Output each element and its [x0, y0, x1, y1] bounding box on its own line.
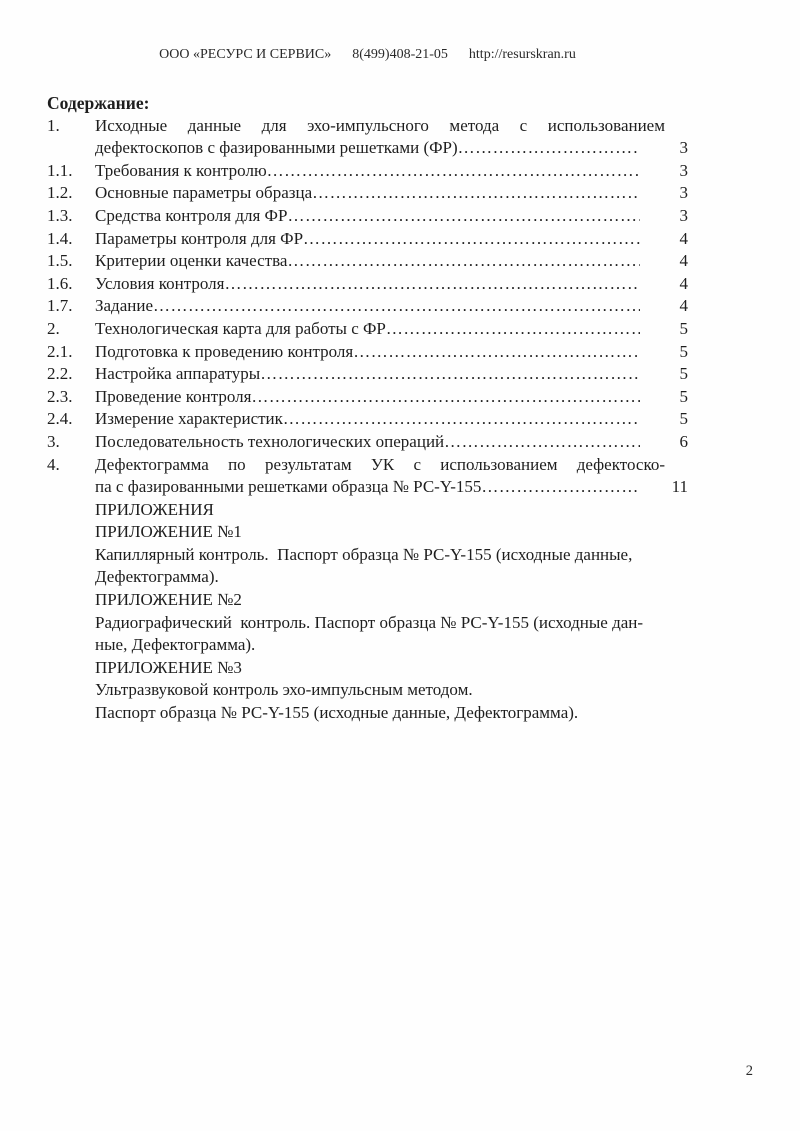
toc-entry-title: Условия контроля [95, 273, 225, 293]
toc-page-number: 3 [679, 160, 688, 180]
toc-entry-1-6 [47, 273, 688, 296]
appendix-1-text-line: Капиллярный контроль. Паспорт образца № РС-Y-155 (исходные данные, [95, 544, 633, 564]
toc-entry-2-1 [47, 341, 688, 364]
toc-entry-title: Проведение контроля [95, 386, 252, 406]
toc-page-number: 5 [679, 364, 688, 384]
toc-entry-1-3 [47, 205, 688, 228]
toc-page-number: 5 [679, 386, 688, 406]
toc-entry-title: Последовательность технологических операций [95, 431, 445, 451]
toc-entry-number: 2.4. [47, 409, 73, 429]
toc-entry-1-4 [47, 228, 688, 251]
toc-entry-number: 1.4. [47, 228, 73, 248]
appendix-3-text-line: Паспорт образца № РС-Y-155 (исходные данные, Дефектограмма). [95, 703, 579, 723]
toc-entry-4 [47, 454, 688, 499]
page-content [47, 46, 753, 725]
toc-entry-1-7 [47, 295, 688, 318]
toc-entry-title: Основные параметры образца [95, 183, 313, 203]
header-website-url: http://resurskran.ru [468, 47, 576, 62]
toc-entry-title: Технологическая карта для работы с ФР [95, 318, 386, 338]
dot-leader [303, 228, 640, 251]
header-company-name: ООО «РЕСУРС И СЕРВИС» [159, 47, 332, 62]
toc-entry-2-2 [47, 363, 688, 386]
appendix-2-text-line: ные, Дефектограмма). [95, 635, 256, 655]
toc-page-number: 3 [679, 183, 688, 203]
toc-entry-number: 1.2. [47, 183, 73, 203]
dot-leader [444, 431, 640, 454]
toc-entry-3 [47, 431, 688, 454]
toc-entry-1-1 [47, 160, 688, 183]
dot-leader [287, 250, 640, 273]
dot-leader [353, 341, 640, 364]
toc-page-number: 6 [679, 431, 688, 451]
toc-entry-line1: Дефектограмма по результатам УК с использованием дефектоско- [95, 454, 665, 474]
toc-entry-title: Подготовка к проведению контроля [95, 341, 354, 361]
toc-page-number: 3 [679, 205, 688, 225]
toc-entry-title: Настройка аппаратуры [95, 364, 261, 384]
toc-entry-number: 2. [47, 318, 60, 338]
toc-page-number: 4 [679, 273, 688, 293]
appendix-2-heading: ПРИЛОЖЕНИЕ №2 [95, 590, 242, 610]
dot-leader [458, 137, 640, 160]
toc-page-number: 4 [679, 251, 688, 271]
toc-page-number: 4 [679, 296, 688, 316]
appendices-section [95, 499, 735, 725]
toc-entry-1-2 [47, 182, 688, 205]
toc-entry-number: 3. [47, 431, 60, 451]
toc-entry-number: 2.1. [47, 341, 73, 361]
dot-leader [260, 363, 640, 386]
toc-entry-number: 1.1. [47, 160, 73, 180]
toc-entry-number: 1. [47, 115, 60, 135]
toc-page-number: 5 [679, 318, 688, 338]
toc-entry-title: Критерии оценки качества [95, 251, 288, 271]
appendix-2-text-line: Радиографический контроль. Паспорт образца № РС-Y-155 (исходные дан- [95, 612, 644, 632]
dot-leader [267, 160, 640, 183]
toc-entry-1 [47, 115, 688, 160]
dot-leader [312, 182, 640, 205]
toc-page-number: 5 [679, 409, 688, 429]
toc-entry-number: 1.7. [47, 296, 73, 316]
toc-entry-title: Средства контроля для ФР [95, 205, 288, 225]
header-phone: 8(499)408-21-05 [352, 47, 448, 62]
toc-page-number: 4 [679, 228, 688, 248]
toc-page-number: 3 [679, 138, 688, 158]
appendices-heading: ПРИЛОЖЕНИЯ [95, 499, 214, 519]
dot-leader [153, 295, 640, 318]
toc-entry-title: дефектоскопов с фазированными решетками (ФР) [95, 138, 458, 158]
page-header [47, 46, 688, 64]
toc-entry-number: 1.5. [47, 251, 73, 271]
dot-leader [481, 476, 640, 499]
toc-entry-1-5 [47, 250, 688, 273]
toc-entry-title: Параметры контроля для ФР [95, 228, 304, 248]
toc-entry-2 [47, 318, 688, 341]
toc-entry-title: Измерение характеристик [95, 409, 283, 429]
toc-entry-number: 4. [47, 454, 60, 474]
toc-entry-title: па с фазированными решетками образца № РС-Y-155 [95, 477, 482, 497]
toc-entry-title: Задание [95, 296, 153, 316]
appendix-3-text-line: Ультразвуковой контроль эхо-импульсным методом. [95, 680, 473, 700]
dot-leader [386, 318, 640, 341]
footer-page-number: 2 [745, 1063, 753, 1079]
dot-leader [287, 205, 640, 228]
toc-heading: Содержание: [47, 93, 150, 113]
toc-entry-line1: Исходные данные для эхо-импульсного метода с использованием [95, 115, 665, 135]
appendix-1-heading: ПРИЛОЖЕНИЕ №1 [95, 522, 242, 542]
appendix-3-heading: ПРИЛОЖЕНИЕ №3 [95, 657, 242, 677]
table-of-contents [47, 115, 688, 499]
toc-entry-title: Требования к контролю [95, 160, 267, 180]
toc-entry-number: 2.3. [47, 386, 73, 406]
dot-leader [224, 273, 640, 296]
toc-entry-number: 1.3. [47, 205, 73, 225]
dot-leader [283, 408, 640, 431]
dot-leader [251, 386, 640, 409]
toc-entry-2-3 [47, 386, 688, 409]
toc-entry-number: 2.2. [47, 364, 73, 384]
toc-page-number: 11 [671, 477, 688, 497]
toc-page-number: 5 [679, 341, 688, 361]
toc-entry-2-4 [47, 408, 688, 431]
appendix-1-text-line: Дефектограмма). [95, 567, 219, 587]
toc-entry-number: 1.6. [47, 273, 73, 293]
